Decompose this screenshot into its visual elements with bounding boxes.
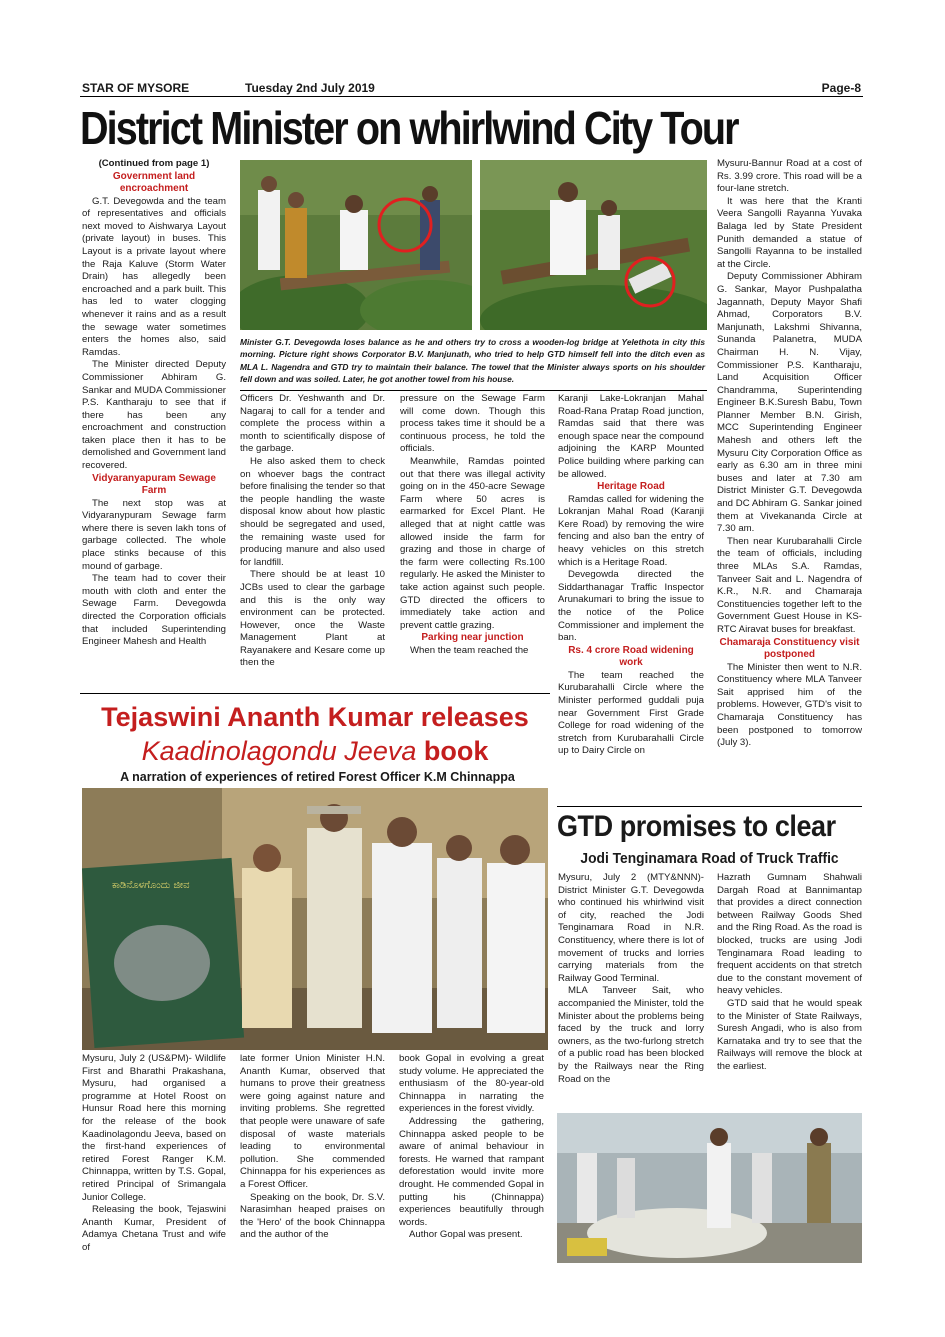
book-story-column-1 [82,1053,226,1268]
main-story-column-4 [558,393,704,800]
paragraph: The Minister directed Deputy Commissioner Abhiram G. Sankar and MUDA Commissioner P.S. Kantharaju to see that if there has been any encroachment and construction taken place then it has to be demolished and Government land recovered. [82,359,226,472]
paragraph: When the team reached the [410,644,529,656]
book-story-column-3 [399,1053,544,1268]
page-number: Page-8 [821,81,861,95]
paragraph: There should be at least 10 JCBs used to clear the garbage and this is the only way environment can be protected. However, once the Waste Management Plant at Rayanakere and Kesare come up then the [240,569,385,669]
paragraph: Releasing the book, Tejaswini Ananth Kumar, President of Adamya Chetana Trust and wife of [82,1204,226,1253]
divider [557,806,862,807]
paragraph: MLA Tanveer Sait, who accompanied the Minister, told the Minister about the problems being faced by the truck and lorry owners, as the two-furlong stretch of a public road has been blocked by the Railways near the Ring Road on the [558,985,704,1085]
paragraph: He also asked them to check on whoever bags the contract before finalising the tender so that the people handling the waste disposal know about how plastic should be segregated and used, the remaining waste used for producing manure and also used for landfill. [240,455,385,568]
paragraph: Hazrath Gumnam Shahwali Dargah Road at Bannimantap that provides a direct connection between Railway Goods Shed and the Ring Road. As the road is blocked, trucks are using Jodi Tenginamara Road leading to frequent accidents on that stretch due to the constant movement of heavy vehicles. [717,872,862,997]
book-cover-title: ಕಾಡಿನೊಳಗೊಂದು ಜೀವ [112,880,190,891]
subheading: Government land encroachment [112,170,196,195]
main-story-column-5 [717,158,862,800]
paragraph: Speaking on the book, Dr. S.V. Narasimhan heaped praises on the 'Hero' of the book Chinnappa and the author of the [240,1191,385,1241]
paragraph: The team reached the Kurubarahalli Circle where the Minister performed guddali puja near Government First Grade College for road widening of the stretch from Kurubarahalli Circle up to Dairy Circle on [558,669,704,757]
photo-caption: Minister G.T. Devegowda loses balance as he and others try to cross a wooden-log bridge at Yelethota in city this morning. Picture right shows Corporator B.V. Manjunath, who tried to help GTD himself fell into the ditch even as MLA L. Nagendra and GTD try to maintain their balance. The towel that the Minister always sports on his shoulder fell down and was soiled. Later, he got another towel from his house. [240,337,705,385]
paragraph: Then near Kurubarahalli Circle the team of officials, including three MLAs S.A. Ramdas, Tanveer Sait and L. Nagendra of K.R., N.R. and Chamaraja Constituencies together left to the Government Guest House in KS-RTC Airavat buses for breakfast. [717,535,862,635]
paragraph: The next stop was at Vidyaranypuram Sewage farm where there is seven lakh tons of garbage collected. The whole place stinks because of this mound of garbage. [82,497,226,572]
masthead [80,80,863,97]
main-story-column-1 [82,158,226,690]
book-story-subtitle: A narration of experiences of retired Forest Officer K.M Chinnappa [120,770,515,784]
continued-note: (Continued from page 1) [98,158,210,169]
book-word: book [416,736,489,766]
paragraph: Karanji Lake-Lokranjan Mahal Road-Rana Pratap Road junction, Ramdas said that there was enough space near the compound adjoining the KARP Mounted Police building where parking can be allowed. [558,393,704,480]
paragraph: Mysuru-Bannur Road at a cost of Rs. 3.99 crore. This road will be a four-lane stretch. [717,158,862,195]
main-story-column-2 [240,393,385,690]
paragraph: G.T. Devegowda and the team of representatives and officials next moved to Aishwarya Layout (private layout) in buses. This Layout is a private layout where the Raja Kaluve (Storm Water Drain) has allegedly been encroached and a park built. This has led to water clogging whenever it rains and as a result the sewage water sometimes enters the homes also, said Ramdas. [82,195,226,358]
book-story-headline: Tejaswini Ananth Kumar releases [101,702,529,732]
paragraph: Addressing the gathering, Chinnappa asked people to be aware of animal behaviour in forests. He warned that rampant deforestation would invite more drought. He commended Gopal in putting his (Chinnappa) experiences beautifully through words. [399,1115,544,1228]
paragraph: GTD said that he would speak to the Minister of State Railways, Suresh Angadi, who is also from Karnataka and try to see that the Railways will remove the block at the earliest. [717,997,862,1072]
paragraph: It was here that the Kranti Veera Sangolli Rayanna Yuvaka Balaga led by State President Punith demanded a statue of Sangolli Rayanna to be installed at the Circle. [717,195,862,270]
photo-log-bridge-right [480,160,707,330]
divider [240,390,707,391]
paragraph: Officers Dr. Yeshwanth and Dr. Nagaraj to call for a tender and complete the process within a month to scientifically dispose of the garbage. [240,393,385,455]
divider [80,693,550,694]
book-story-headline-line-2 [80,734,550,768]
issue-date: Tuesday 2nd July 2019 [245,81,375,95]
paragraph: Author Gopal was present. [409,1229,523,1241]
paper-name: STAR OF MYSORE [82,81,190,95]
book-title: Kaadinolagondu Jeeva [141,736,417,766]
paragraph: The Minister then went to N.R. Constituency where MLA Tanveer Sait apprised him of the problems. However, GTD's visit to Chamaraja Constituency has been postponed to tomorrow (July 3). [717,661,862,749]
paragraph: Mysuru, July 2 (US&PM)- Wildlife First and Bharathi Prakashana, Mysuru, had organised a programme at Hotel Roost on Hunsur Road here this morning for the release of the book Kaadinolagondu Jeeva, based on the first-hand experiences of retired Forest Ranger K.M. Chinnappa, written by T.S. Gopal, retired Principal of Srimangala Junior College. [82,1053,226,1203]
subheading: Rs. 4 crore Road widening work [568,644,694,669]
gtd-story-headline: GTD promises to clear [557,810,836,843]
gtd-story-subtitle: Jodi Tenginamara Road of Truck Traffic [580,850,839,867]
photo-illustration [82,788,548,1050]
paragraph: Meanwhile, Ramdas pointed out that there was illegal activity going on in the 450-acre Sewage Farm where 50 acres is earmarked for Excel Plant. He alleged that at night cattle was allowed inside the farm for grazing and those in charge of the farm were collecting Rs.100 regularly. He asked the Minister to take action against such people. GTD directed the officers to immediately take action and prevent cattle grazing. [400,455,545,631]
photo-illustration [480,160,707,330]
gtd-story-column-2 [717,872,862,1110]
paragraph: Ramdas called for widening the Lokranjan Mahal Road (Karanji Kere Road) by removing the wire fencing and also ban the entry of heavy vehicles on this stretch which is a Heritage Road. [558,493,704,568]
paragraph: Devegowda directed the Siddarthanagar Traffic Inspector Arunakumari to bring the issue to the notice of the Police Commissioner and implement the ban. [558,569,704,644]
photo-illustration [240,160,472,330]
paragraph: book Gopal in evolving a great study volume. He appreciated the enthusiasm of the 80-year-old Chinnappa in narrating the experiences in the forest vividly. [399,1053,544,1115]
paragraph: pressure on the Sewage Farm will come down. Though this process takes time it should be a continuous process, he told the officials. [400,393,545,455]
photo-road-inspection [557,1113,862,1263]
photo-book-release [82,788,548,1050]
subheading: Heritage Road [597,481,665,493]
paragraph: The team had to cover their mouth with cloth and enter the Sewage Farm. Devegowda directed the Corporation officials that included Superintending Engineer Mahesh and Health [82,573,226,648]
photo-illustration [557,1113,862,1263]
paragraph: Deputy Commissioner Abhiram G. Sankar, Mayor Pushpalatha Jagannath, Deputy Mayor Shafi Ahmad, Corporators B.V. Manjunath, Lakshmi Shivanna, Sunanda Palanetra, MUDA Chairman H. N. Vijay, Commissioner P.S. Kantharaju, Land Acquisition Officer Chandramma, Superintending Engineer B.K.Suresh Babu, Town Planner Member B.N. Girish, MCC Superintending Engineer Mahesh and others left the Mysuru City Corporation Office as early as 6.30 am in three mini buses and later at 7.30 am District Minister G.T. Devegowda and DC Abhiram G. Sankar joined them at Vivekananda Circle at 7.30 am. [717,271,862,535]
subheading: Vidyaranyapuram Sewage Farm [92,472,216,497]
main-headline: District Minister on whirlwind City Tour [80,102,738,154]
gtd-story-column-1 [558,872,704,1110]
paragraph: late former Union Minister H.N. Ananth Kumar, observed that humans to prove their greatness were going against nature and inviting problems. She regretted that people were unaware of safe disposal of waste materials leading to environmental pollution. She commended Chinnappa for his experiences as a Forest Officer. [240,1053,385,1190]
paragraph: Mysuru, July 2 (MTY&NNN)- District Minister G.T. Devegowda who continued his whirlwind visit of city, reached the Jodi Tenginamara Road in N.R. Constituency, where there is lot of movement of trucks and lorries carrying materials from the Railway Good Terminal. [558,872,704,984]
subheading: Parking near junction [421,632,524,644]
subheading: Chamaraja Constituency visit postponed [719,636,860,661]
main-story-column-3 [400,393,545,690]
book-story-column-2 [240,1053,385,1268]
photo-log-bridge-left [240,160,472,330]
